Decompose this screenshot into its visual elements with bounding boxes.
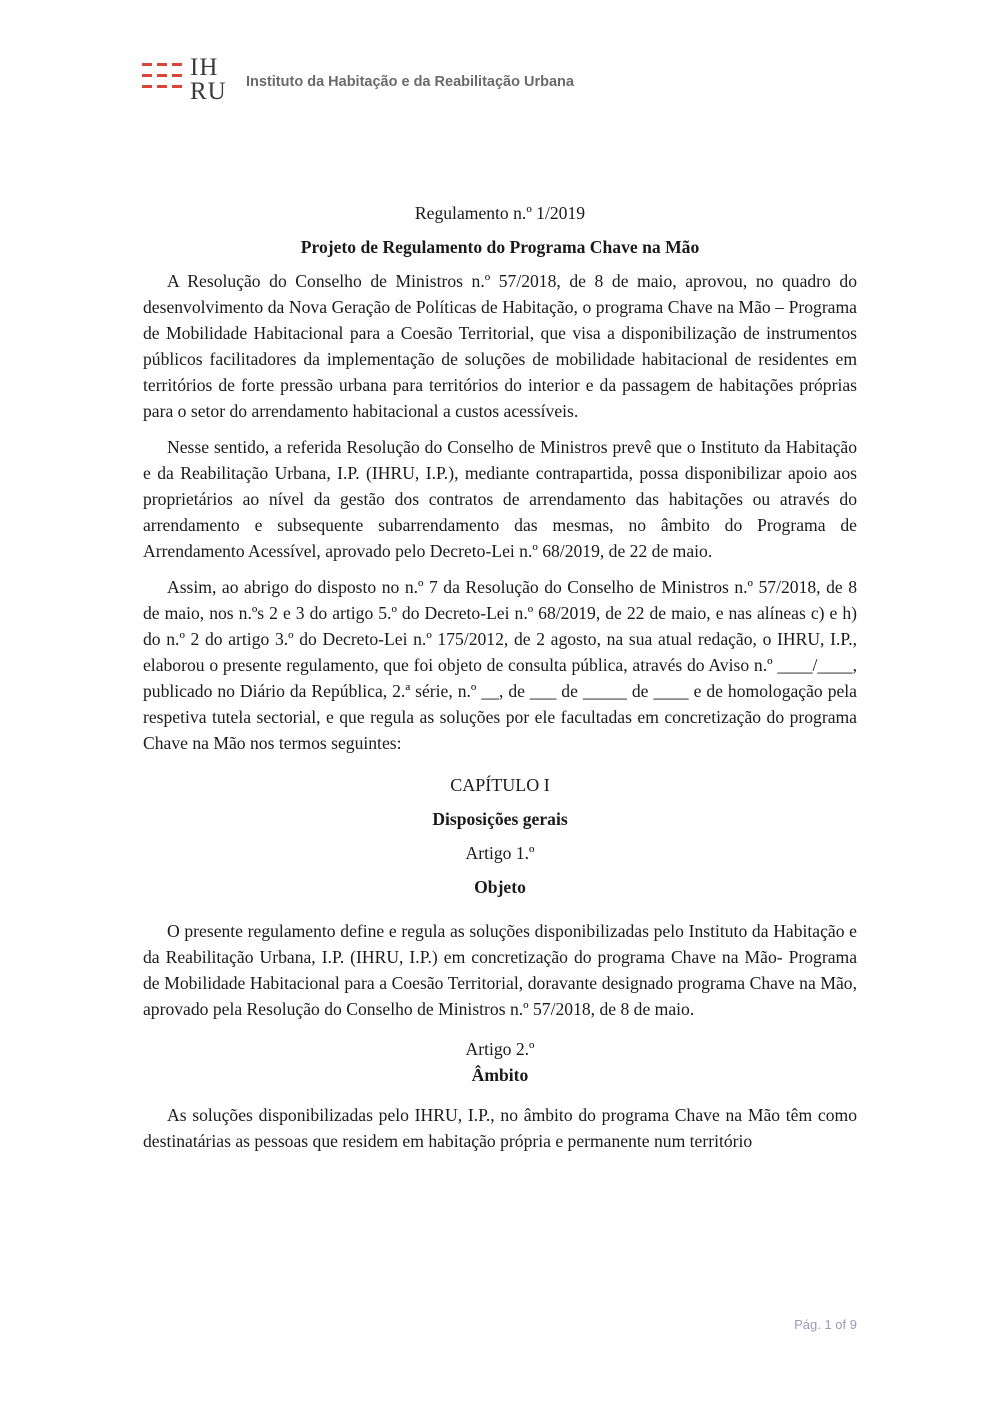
preamble-paragraph-2: Nesse sentido, a referida Resolução do Conselho de Ministros prevê que o Instituto da Habitação e da Reabilitação Urbana, I.P. (IHRU, I.P.), mediante contrapartida, possa disponibilizar apoio aos proprietários ao nível da gestão dos contratos de arrendamento das habitações ou através do arrendamento e subsequente subarrendamento das mesmas, no âmbito do Programa de Arrendamento Acessível, aprovado pelo Decreto-Lei n.º 68/2019, de 22 de maio.	[143, 437, 857, 561]
preamble-paragraph-3: Assim, ao abrigo do disposto no n.º 7 da Resolução do Conselho de Ministros n.º 57/2018, de 8 de maio, nos n.ºs 2 e 3 do artigo 5.º do Decreto-Lei n.º 68/2019, de 22 de maio, e nas alíneas c) e h) do n.º 2 do artigo 3.º do Decreto-Lei n.º 175/2012, de 2 agosto, na sua atual redação, o IHRU, I.P., elaborou o presente regulamento, que foi objeto de consulta pública, através do Aviso n.º ____/____, publicado no Diário da República, 2.ª série, n.º __, de ___ de _____ de ____ e de homologação pela respetiva tutela sectorial, e que regula as soluções por ele facultadas em concretização do programa Chave na Mão nos termos seguintes:	[143, 577, 857, 753]
preamble-paragraph-1: A Resolução do Conselho de Ministros n.º 57/2018, de 8 de maio, aprovou, no quadro do desenvolvimento da Nova Geração de Políticas de Habitação, o programa Chave na Mão – Programa de Mobilidade Habitacional para a Coesão Territorial, que visa a disponibilização de instrumentos públicos facilitadores da implementação de soluções de mobilidade habitacional de residentes em territórios de forte pressão urbana para territórios do interior e da passagem de habitações próprias para o setor do arrendamento habitacional a custos acessíveis.	[143, 271, 857, 421]
document-body	[143, 200, 857, 1164]
article-1-text: O presente regulamento define e regula as soluções disponibilizadas pelo Instituto da Habitação e da Reabilitação Urbana, I.P. (IHRU, I.P.) em concretização do programa Chave na Mão- Programa de Mobilidade Habitacional para a Coesão Territorial, doravante designado programa Chave na Mão, aprovado pela Resolução do Conselho de Ministros n.º 57/2018, de 8 de maio.	[143, 921, 857, 1019]
article-1-label: Artigo 1.º	[465, 843, 535, 863]
article-2-title: Âmbito	[471, 1065, 529, 1085]
logo-mark-line-2: RU	[190, 78, 227, 105]
ihru-logo-dashes-icon	[142, 63, 182, 96]
regulation-number: Regulamento n.º 1/2019	[414, 203, 586, 223]
institute-name: Instituto da Habitação e da Reabilitação Urbana	[246, 74, 574, 90]
page-number: Pág. 1 of 9	[794, 1317, 857, 1332]
ihru-logo-mark	[190, 56, 232, 104]
chapter-label: CAPÍTULO I	[450, 775, 550, 795]
document-title: Projeto de Regulamento do Programa Chave na Mão	[300, 237, 700, 257]
logo-mark-line-1: IH	[190, 54, 219, 81]
chapter-title: Disposições gerais	[432, 809, 568, 829]
article-2-text: As soluções disponibilizadas pelo IHRU, I.P., no âmbito do programa Chave na Mão têm como destinatárias as pessoas que residem em habitação própria e permanente num território	[143, 1105, 857, 1151]
document-header	[142, 54, 662, 108]
article-1-title: Objeto	[474, 877, 526, 897]
article-2-label: Artigo 2.º	[465, 1039, 535, 1059]
